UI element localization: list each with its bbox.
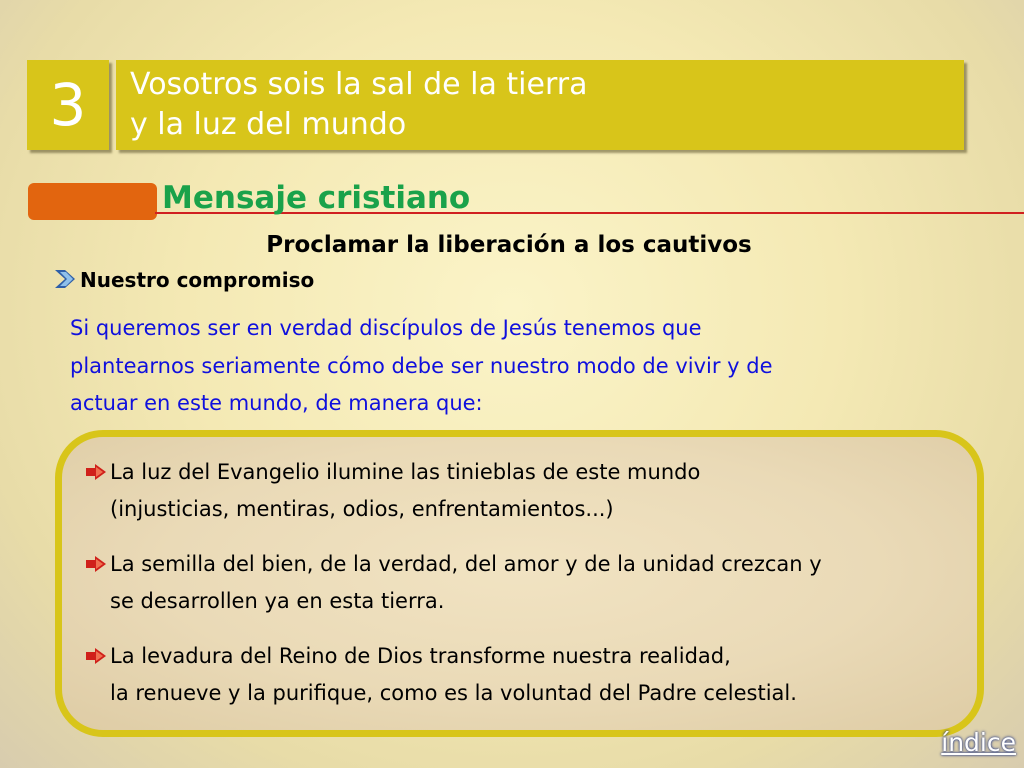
title-line-1: Vosotros sois la sal de la tierra [130, 67, 588, 102]
index-link[interactable]: índice [941, 728, 1016, 757]
commitment-label: Nuestro compromiso [80, 268, 315, 292]
bullet-item [85, 638, 965, 712]
bullet-item [85, 454, 965, 528]
subheading: Proclamar la liberación a los cautivos [266, 232, 752, 258]
bullet-text-line: (injusticias, mentiras, odios, enfrentamientos...) [110, 497, 614, 521]
intro-line: Si queremos ser en verdad discípulos de Jesús tenemos que [70, 316, 702, 340]
red-arrow-bullet-icon [85, 555, 107, 573]
bullet-text-line: La levadura del Reino de Dios transforme nuestra realidad, [110, 644, 731, 668]
red-arrow-bullet-icon [85, 463, 107, 481]
title-banner [116, 60, 964, 150]
slide-number-badge [27, 60, 109, 150]
title-line-2: y la luz del mundo [130, 107, 407, 142]
intro-line: plantearnos seriamente cómo debe ser nuestro modo de vivir y de [70, 353, 773, 378]
bullet-item [85, 546, 965, 620]
section-heading: Mensaje cristiano [162, 180, 471, 216]
intro-paragraph [70, 310, 950, 423]
bullet-text-line: La luz del Evangelio ilumine las tinieblas de este mundo [110, 460, 701, 484]
intro-line: actuar en este mundo, de manera que: [70, 391, 483, 415]
slide-number: 3 [49, 71, 87, 139]
bullet-text-line: la renueve y la purifique, como es la voluntad del Padre celestial. [110, 681, 797, 705]
bullet-text-line: La semilla del bien, de la verdad, del amor y de la unidad crezcan y [110, 552, 822, 576]
chevron-arrow-icon [54, 268, 80, 290]
red-arrow-bullet-icon [85, 647, 107, 665]
section-tab-decoration [28, 183, 157, 220]
bullet-text-line: se desarrollen ya en esta tierra. [110, 589, 445, 613]
